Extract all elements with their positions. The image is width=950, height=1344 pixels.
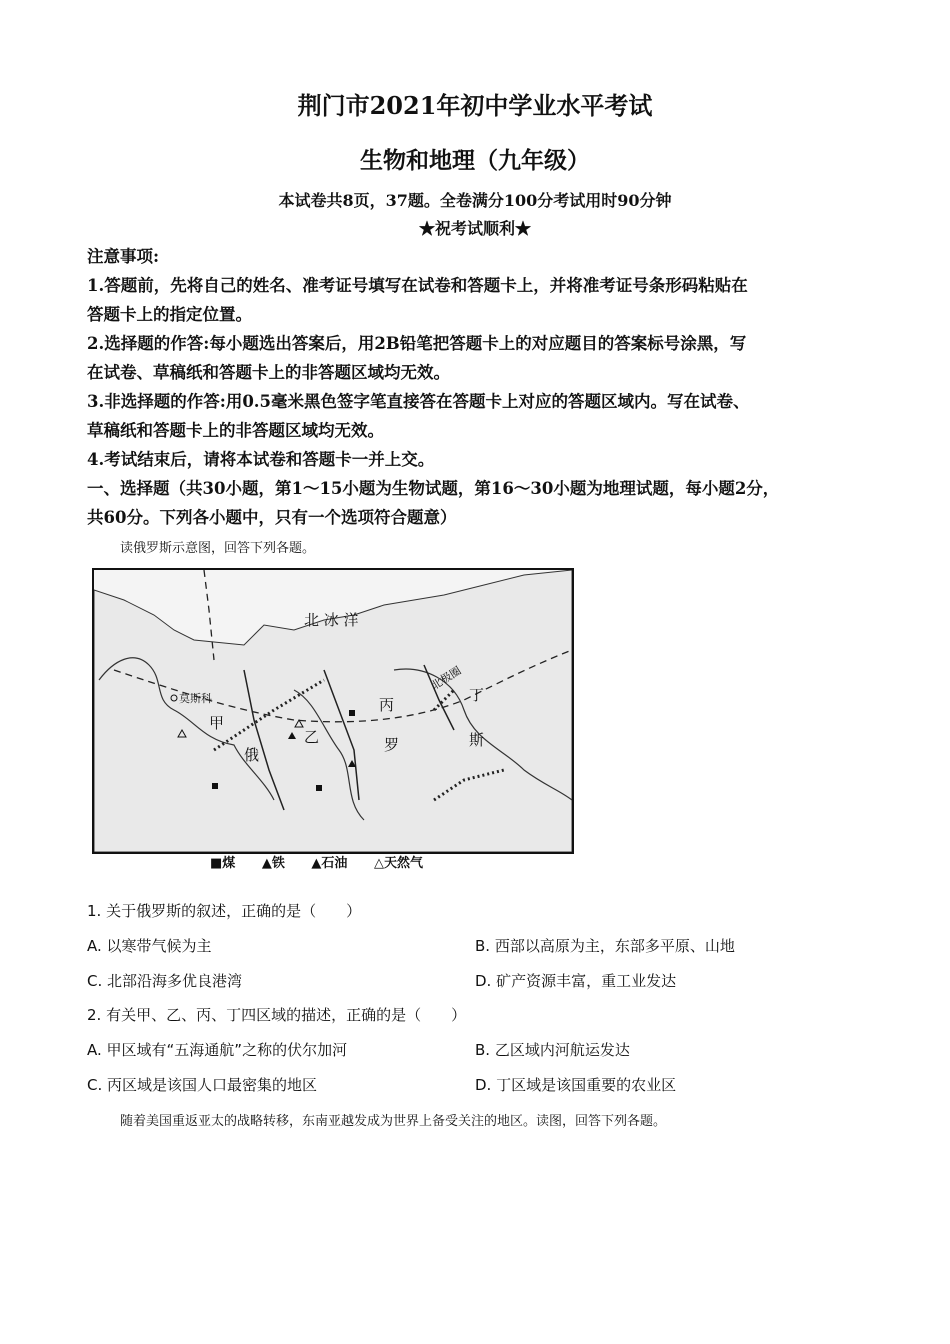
notes-line: 在试卷、草稿纸和答题卡上的非答题区域均无效。 — [87, 363, 450, 382]
legend-oil: ▲石油 — [311, 856, 348, 871]
q1-option-d[interactable]: D. 矿产资源丰富，重工业发达 — [475, 972, 677, 990]
coal-symbol — [212, 783, 218, 789]
russia-map — [92, 568, 574, 854]
notes-line: 1.答题前，先将自己的姓名、准考证号填写在试卷和答题卡上，并将准考证号条形码粘贴在 — [87, 276, 748, 295]
notes-line: 3.非选择题的作答:用0.5毫米黑色签字笔直接答在答题卡上对应的答题区域内。写在试卷、 — [87, 392, 750, 411]
q1-option-b[interactable]: B. 西部以高原为主，东部多平原、山地 — [475, 937, 735, 955]
coal-symbol — [349, 710, 355, 716]
russia-map-graphic — [94, 570, 572, 852]
exam-title: 荆门市2021年初中学业水平考试 — [297, 91, 653, 120]
map-label-luo: 罗 — [384, 736, 400, 754]
map-label-jia: 甲 — [209, 714, 225, 732]
map-label-ocean: 北 冰 洋 — [304, 611, 359, 629]
legend-iron: ▲铁 — [261, 856, 285, 871]
notes-line: 答题卡上的指定位置。 — [87, 305, 252, 324]
map-label-moscow: 莫斯科 — [179, 692, 212, 705]
exam-subtitle: 生物和地理（九年级） — [360, 147, 590, 174]
notes-line: 2.选择题的作答:每小题选出答案后，用2B铅笔把答题卡上的对应题目的答案标号涂黑，写 — [87, 334, 747, 353]
section-heading-cont: 共60分。下列各小题中，只有一个选项符合题意） — [87, 508, 457, 527]
legend-gas: △天然气 — [373, 856, 423, 871]
q2-option-d[interactable]: D. 丁区域是该国重要的农业区 — [475, 1076, 677, 1094]
q2-option-c[interactable]: C. 丙区域是该国人口最密集的地区 — [87, 1076, 318, 1094]
coal-symbol — [316, 785, 322, 791]
map-label-si: 斯 — [469, 731, 485, 749]
notes-section — [87, 242, 887, 532]
map-intro: 读俄罗斯示意图，回答下列各题。 — [120, 541, 316, 556]
notes-line: 4.考试结束后，请将本试卷和答题卡一并上交。 — [87, 450, 435, 469]
blessing: ★祝考试顺利★ — [418, 219, 531, 238]
q1-option-a[interactable]: A. 以寒带气候为主 — [87, 937, 212, 955]
map-label-arctic-circle: 北极圈 — [428, 664, 464, 693]
question-1-stem: 1. 关于俄罗斯的叙述，正确的是（ ） — [87, 902, 362, 920]
question-2-stem: 2. 有关甲、乙、丙、丁四区域的描述，正确的是（ ） — [87, 1006, 467, 1024]
map-label-yi: 乙 — [304, 728, 320, 746]
notes-heading: 注意事项: — [87, 247, 160, 266]
legend-coal: ■煤 — [210, 856, 236, 871]
map-label-ding: 丁 — [469, 686, 485, 704]
next-intro: 随着美国重返亚太的战略转移，东南亚越发成为世界上备受关注的地区。读图，回答下列各题。 — [120, 1114, 667, 1129]
map-label-e: 俄 — [244, 746, 260, 764]
map-legend — [210, 852, 445, 871]
section-heading: 一、选择题（共30小题，第1～15小题为生物试题，第16～30小题为地理试题，每小题2分， — [87, 479, 780, 498]
map-label-bing: 丙 — [379, 696, 395, 714]
notes-line: 草稿纸和答题卡上的非答题区域均无效。 — [87, 421, 384, 440]
exam-info: 本试卷共8页，37题。全卷满分100分考试用时90分钟 — [278, 191, 672, 210]
q2-option-a[interactable]: A. 甲区域有“五海通航”之称的伏尔加河 — [87, 1041, 348, 1059]
q2-option-b[interactable]: B. 乙区域内河航运发达 — [475, 1041, 630, 1059]
q1-option-c[interactable]: C. 北部沿海多优良港湾 — [87, 972, 243, 990]
